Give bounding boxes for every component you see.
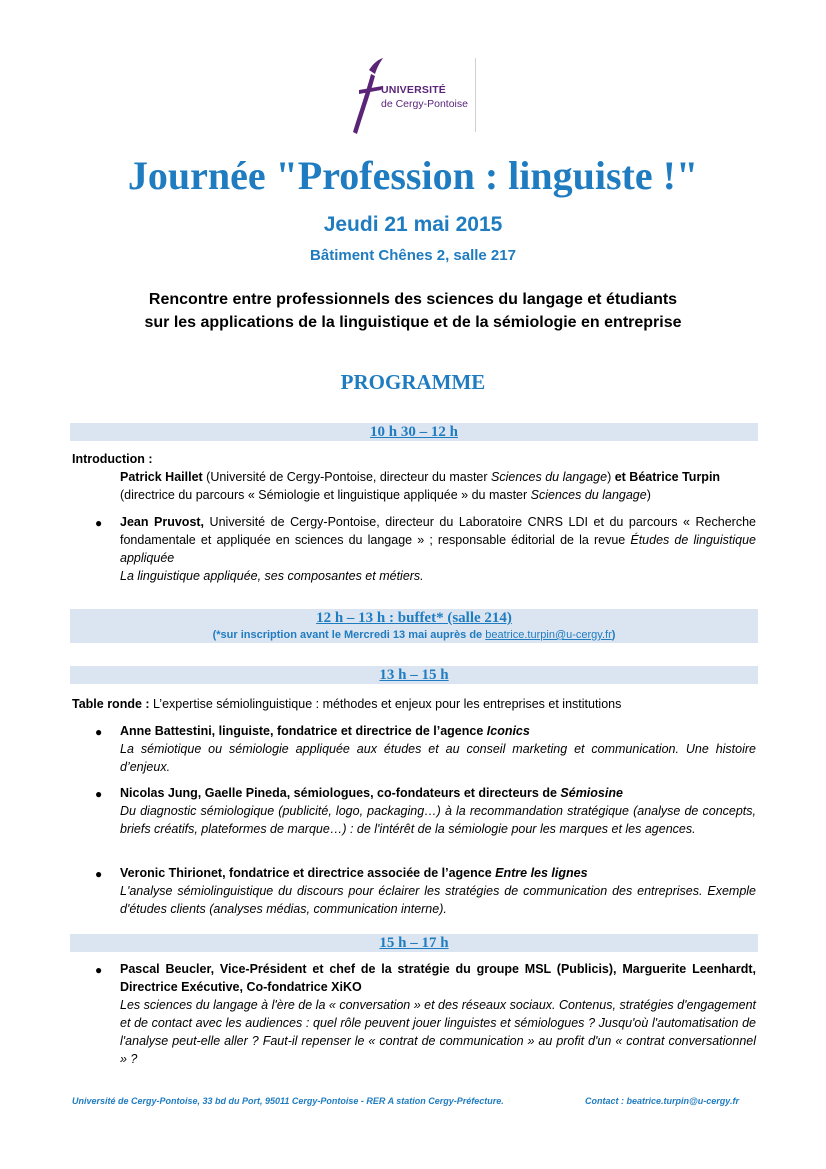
speaker-org: Entre les lignes xyxy=(495,866,588,880)
table-ronde xyxy=(72,695,621,713)
bullet-icon: ● xyxy=(95,725,103,739)
bullet-icon: ● xyxy=(95,516,103,530)
intro-text-part4: ) xyxy=(646,488,651,502)
speaker-thirionet xyxy=(120,864,756,918)
intro-master2: Sciences du langage xyxy=(530,488,647,502)
session1-band xyxy=(70,423,758,441)
session3-time: 15 h – 17 h xyxy=(379,935,449,951)
subtitle-line1: Rencontre entre professionnels des sciences du langage et étudiants xyxy=(148,291,678,308)
speaker-talk: La linguistique appliquée, ses composantes et métiers. xyxy=(120,569,424,583)
intro-text xyxy=(120,468,756,504)
speaker-name: Nicolas Jung, Gaelle Pineda, sémiologues, co-fondateurs et directeurs de xyxy=(120,786,561,800)
buffet-band xyxy=(70,609,758,627)
buffet-note-text: (*sur inscription avant le Mercredi 13 mai auprès de xyxy=(212,629,486,641)
buffet-note-end: ) xyxy=(611,629,616,641)
table-ronde-label: Table ronde : xyxy=(72,697,150,711)
bullet-icon: ● xyxy=(95,867,103,881)
footer-contact[interactable]: Contact : beatrice.turpin@u-cergy.fr xyxy=(585,1096,739,1106)
bullet-icon: ● xyxy=(95,787,103,801)
speaker-battestini xyxy=(120,722,756,776)
torch-icon xyxy=(345,56,385,134)
event-date: Jeudi 21 mai 2015 xyxy=(323,213,503,236)
bullet-icon: ● xyxy=(95,963,103,977)
event-subtitle xyxy=(0,288,826,334)
subtitle-line2: sur les applications de la linguistique et de la sémiologie en entreprise xyxy=(144,314,682,331)
speaker-talk: La sémiotique ou sémiologie appliquée aux études et au conseil marketing et communication. Une histoire d’enjeux. xyxy=(120,742,756,774)
page-title: Journée "Profession : linguiste !" xyxy=(127,153,699,198)
intro-master: Sciences du langage xyxy=(491,470,608,484)
speaker-name: Veronic Thirionet, fondatrice et directrice associée de l’agence xyxy=(120,866,496,880)
session1-time: 10 h 30 – 12 h xyxy=(370,424,458,440)
buffet-email-link[interactable]: beatrice.turpin@u-cergy.fr xyxy=(485,629,612,641)
logo-divider xyxy=(475,58,476,132)
intro-text-part1: (Université de Cergy-Pontoise, directeur du master xyxy=(202,470,491,484)
speaker-name: Pascal Beucler, Vice-Président et chef de la stratégie du groupe MSL (Publicis), Marguerite Leenhardt, Directrice Exécutive, Co-fondatrice XiKO xyxy=(120,962,756,994)
logo-line2: de Cergy-Pontoise xyxy=(381,98,468,110)
speaker-name: Jean Pruvost, xyxy=(120,515,205,529)
buffet-title: 12 h – 13 h : buffet* (salle 214) xyxy=(316,610,512,626)
event-place: Bâtiment Chênes 2, salle 217 xyxy=(310,247,516,264)
speaker-beucler-leenhardt xyxy=(120,960,756,1068)
logo-line1: UNIVERSITÉ xyxy=(381,84,447,96)
intro-label: Introduction : xyxy=(72,452,153,466)
intro-text-part2: ) xyxy=(607,470,615,484)
session3-band xyxy=(70,934,758,952)
session2-time: 13 h – 15 h xyxy=(379,667,449,683)
speaker-name: Anne Battestini, linguiste, fondatrice et directrice de l’agence xyxy=(120,724,487,738)
intro-speaker2: et Béatrice Turpin xyxy=(614,470,721,484)
speaker-pruvost xyxy=(120,513,756,585)
intro-speaker1: Patrick Haillet xyxy=(120,470,203,484)
intro-text-part3: (directrice du parcours « Sémiologie et linguistique appliquée » du master xyxy=(120,488,531,502)
speaker-talk: Du diagnostic sémiologique (publicité, logo, packaging…) à la recommandation stratégique (analyse de concepts, briefs créatifs, plateformes de marque…) : de l'intérêt de la sémiologie pour les marques et les agences. xyxy=(120,804,756,836)
footer-address: Université de Cergy-Pontoise, 33 bd du Port, 95011 Cergy-Pontoise - RER A station Cergy-Préfecture. xyxy=(72,1096,504,1106)
speaker-revue: Études de linguistique appliquée xyxy=(120,533,756,565)
speaker-org: Sémiosine xyxy=(560,786,623,800)
university-logo xyxy=(345,56,477,134)
speaker-text: Université de Cergy-Pontoise, directeur du Laboratoire CNRS LDI et du parcours « Recherche fondamentale et appliquée en sciences du langage » ; responsable éditorial de la revue xyxy=(120,515,756,547)
speaker-org: Iconics xyxy=(486,724,530,738)
speaker-talk: Les sciences du langage à l'ère de la « conversation » et des réseaux sociaux. Contenus, stratégies d'engagement et de contact avec les audiences : quel rôle peuvent jouer linguistes et sémiologues ? Jusqu'où l'automatisation de l'analyse peut-elle aller ? Faut-il repenser le « contrat de communication » au profit d'un « contrat conversationnel » ? xyxy=(120,998,756,1066)
programme-heading: PROGRAMME xyxy=(340,370,486,394)
speaker-jung-pineda xyxy=(120,784,756,838)
speaker-talk: L'analyse sémiolinguistique du discours pour éclairer les stratégies de communication des entreprises. Exemple d'études clients (analyses médias, communication interne). xyxy=(120,884,756,916)
buffet-note xyxy=(70,627,758,643)
table-ronde-text: L’expertise sémiolinguistique : méthodes et enjeux pour les entreprises et institutions xyxy=(149,697,622,711)
session2-band xyxy=(70,666,758,684)
